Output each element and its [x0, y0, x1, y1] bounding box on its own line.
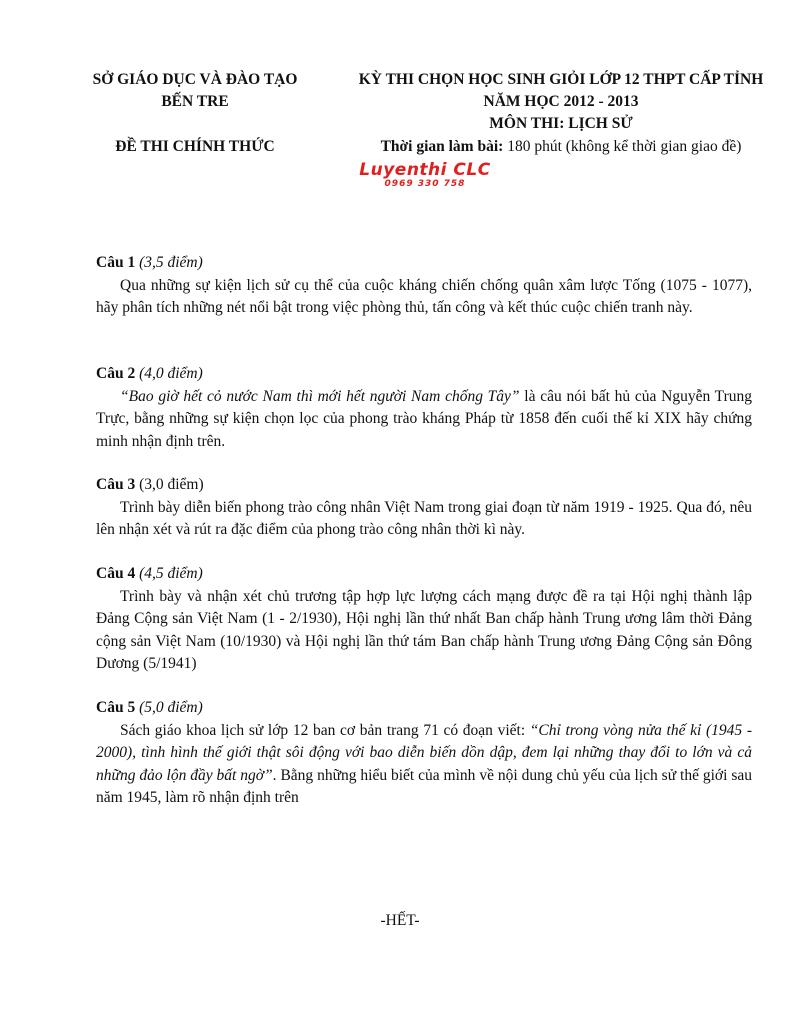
question-1-body: Qua những sự kiện lịch sử cụ thể của cuộc kháng chiến chống quân xâm lược Tống (1075 - 1077), hãy phân tích những nét nổi bật trong việc phòng thủ, tấn công và kết thúc cuộc chiến tranh này.: [96, 276, 752, 317]
question-3-points: (3,0 điểm): [135, 476, 204, 493]
question-4-points: (4,5 điểm): [135, 565, 203, 582]
time-allowed: [322, 137, 800, 157]
question-5-body: [96, 720, 752, 810]
question-2-quote: “Bao giờ hết cỏ nước Nam thì mới hết người Nam chống Tây”: [120, 387, 520, 405]
question-4-heading: [96, 563, 752, 586]
question-5-heading: [96, 697, 752, 720]
question-2-text: là câu nói bất hủ của Nguyễn Trung Trực, bằng những sự kiện chọn lọc của phong trào kháng Pháp từ 1858 đến cuối thế kỉ XIX hãy chứng minh nhận định trên.: [96, 387, 753, 450]
question-4: [96, 563, 752, 676]
time-value: 180 phút (không kể thời gian giao đề): [503, 138, 742, 155]
question-5-quote: “Chỉ trong vòng nửa thế kỉ (1945 - 2000), tình hình thế giới thật sôi động với bao diễn biến dồn dập, đem lại những thay đổi to lớn và cả những đảo lộn đầy bất ngờ”: [96, 721, 752, 784]
question-3-heading: [96, 474, 752, 497]
watermark-brand: Luyenthi CLC: [359, 160, 491, 180]
question-1-points: (3,5 điểm): [135, 254, 203, 271]
question-3-label: Câu 3: [96, 476, 136, 493]
question-2-body: [96, 386, 752, 454]
subject-title: MÔN THI: LỊCH SỬ: [489, 115, 633, 132]
department-name: SỞ GIÁO DỤC VÀ ĐÀO TẠO: [92, 71, 298, 88]
official-exam-label: ĐỀ THI CHÍNH THỨC: [115, 138, 275, 155]
school-year: NĂM HỌC 2012 - 2013: [483, 93, 639, 110]
watermark-phone: 0969 330 758: [384, 179, 466, 189]
time-label: Thời gian làm bài:: [380, 138, 504, 155]
exam-title: KỲ THI CHỌN HỌC SINH GIỎI LỚP 12 THPT CẤP TỈNH: [358, 71, 764, 88]
end-mark: -HẾT-: [380, 912, 420, 929]
question-5: [96, 697, 752, 810]
question-1: [96, 252, 752, 320]
question-2-points: (4,0 điểm): [135, 365, 203, 382]
question-1-label: Câu 1: [96, 254, 136, 271]
question-3: [96, 474, 752, 542]
question-4-body: Trình bày và nhận xét chủ trương tập hợp lực lượng cách mạng được đề ra tại Hội nghị thành lập Đảng Cộng sản Việt Nam (1 - 2/1930), Hội nghị lần thứ nhất Ban chấp hành Trung ương lâm thời Đảng cộng sản Việt Nam (10/1930) và Hội nghị lần thứ tám Ban chấp hành Trung ương Đảng Cộng sản Đông Dương (5/1941): [96, 587, 752, 673]
question-4-label: Câu 4: [96, 565, 136, 582]
question-2: [96, 363, 752, 453]
question-5-label: Câu 5: [96, 699, 136, 716]
question-5-points: (5,0 điểm): [135, 699, 203, 716]
province-name: BẾN TRE: [161, 93, 229, 110]
question-5-text-before: Sách giáo khoa lịch sử lớp 12 ban cơ bản trang 71 có đoạn viết:: [120, 721, 530, 739]
question-2-label: Câu 2: [96, 365, 136, 382]
question-2-heading: [96, 363, 752, 386]
watermark-logo: [350, 162, 500, 189]
question-3-body: Trình bày diễn biến phong trào công nhân Việt Nam trong giai đoạn từ năm 1919 - 1925. Qua đó, nêu lên nhận xét và rút ra đặc điểm của phong trào công nhân thời kì này.: [96, 498, 752, 539]
question-1-heading: [96, 252, 752, 275]
question-5-text-after: . Bằng những hiểu biết của mình về nội dung chủ yếu của lịch sử thế giới sau năm 1945, làm rõ nhận định trên: [96, 766, 752, 807]
